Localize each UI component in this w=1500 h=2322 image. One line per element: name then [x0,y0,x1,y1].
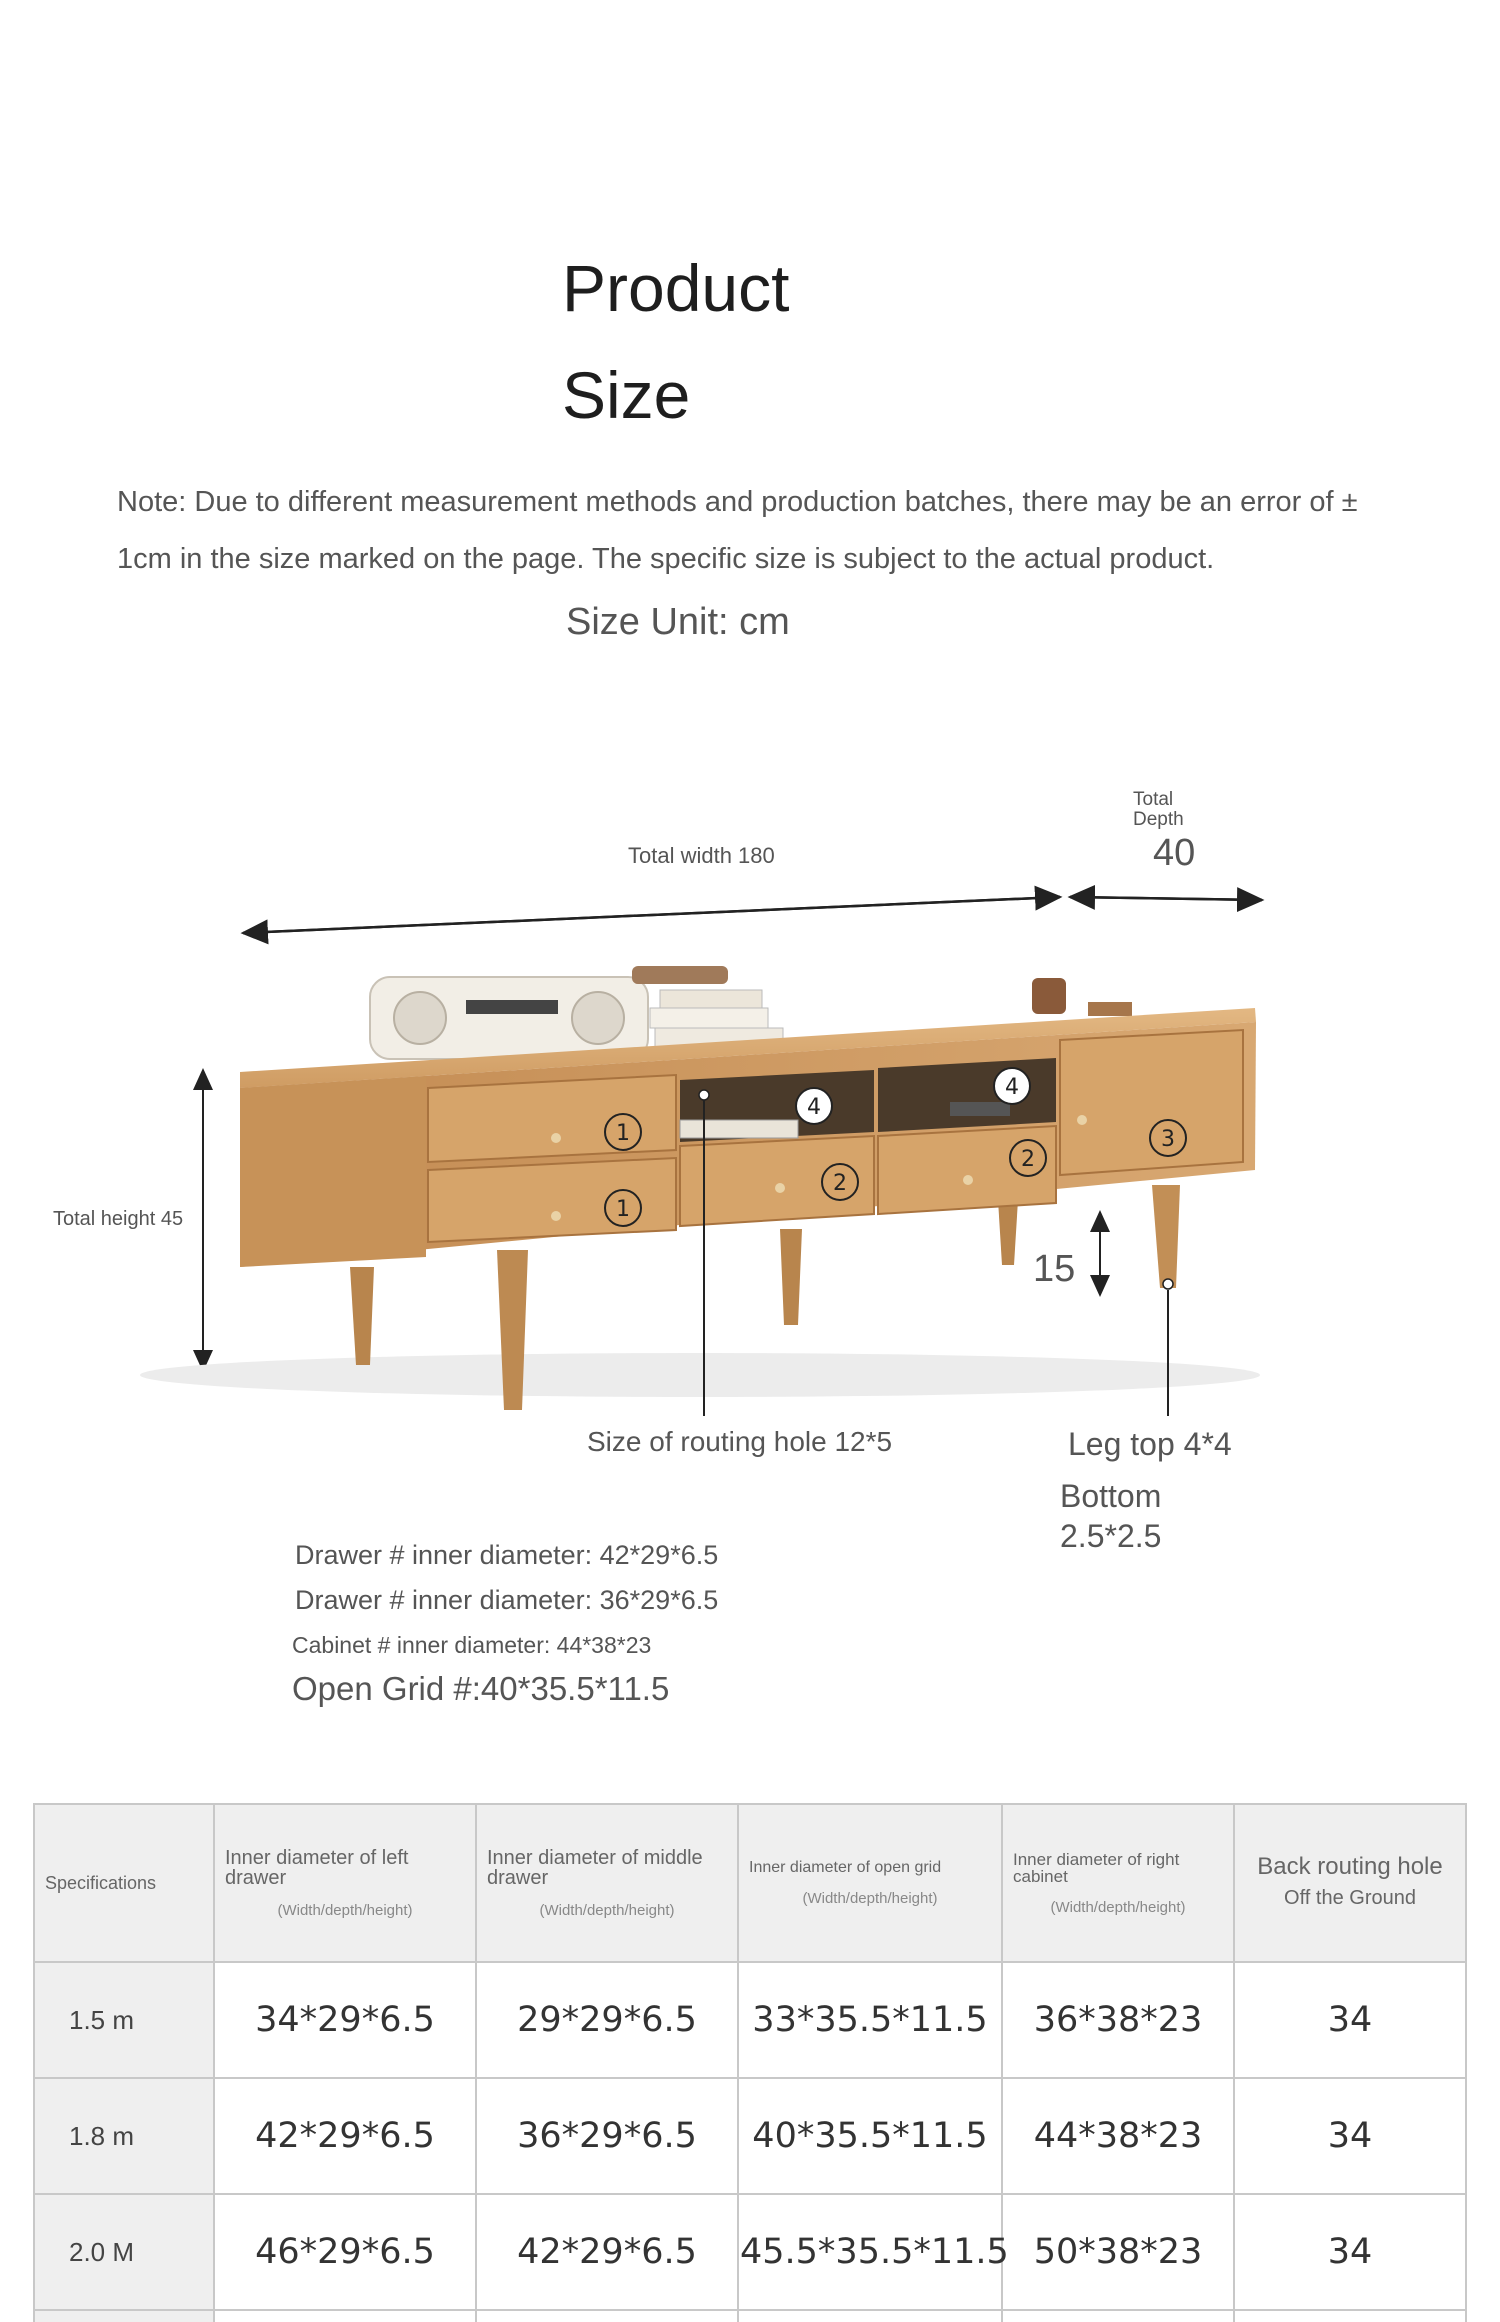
cell-routing-hole: 34 [1234,2194,1466,2310]
total-depth-label: Total Depth [1133,789,1184,830]
leg-bottom-value: 2.5*2.5 [1060,1518,1162,1554]
books-decor [632,966,783,1050]
row-spec: 1.8 m [34,2078,214,2194]
size-unit: Size Unit: cm [566,601,790,643]
header-middle-drawer: Inner diameter of middle drawer (Width/depth/height) [476,1804,738,1962]
cell-middle-drawer: 36*29*6.5 [476,2078,738,2194]
cell-open-grid: 45.5*35.5*11.5 [738,2194,1002,2310]
candle-decor [1032,978,1066,1014]
cabinet-spec: Cabinet # inner diameter: 44*38*23 [292,1632,652,1658]
row-spec: 2.0 M [34,2194,214,2310]
page-title-line-1: Product [562,251,790,325]
cell-right-cabinet: 50*38*23 [1002,2194,1234,2310]
cell-left-drawer: 46*29*6.5 [214,2194,476,2310]
open-grid-right [878,1058,1056,1132]
open-grid-spec: Open Grid #:40*35.5*11.5 [292,1670,670,1707]
header-back-routing-hole: Back routing hole Off the Ground [1234,1804,1466,1962]
cell-routing-hole: 34 [1234,2078,1466,2194]
drawer-spec-1: Drawer # inner diameter: 42*29*6.5 [295,1540,719,1570]
table-row [34,2078,1466,2194]
tray-decor [1088,1002,1132,1016]
cell-right-cabinet: 44*38*23 [1002,2078,1234,2194]
table-row [34,2194,1466,2310]
marker-1-top: 1 [616,1121,630,1146]
routing-hole-label: Size of routing hole 12*5 [587,1426,893,1457]
marker-2-right: 2 [1021,1147,1035,1172]
cabinet-leg [350,1267,374,1365]
table-row [34,1962,1466,2078]
cell-left-drawer: 34*29*6.5 [214,1962,476,2078]
header-open-grid: Inner diameter of open grid (Width/depth/height) [738,1804,1002,1962]
header-specifications: Specifications [34,1804,214,1962]
page-title-line-2: Size [562,358,691,432]
spec-table [33,1803,1467,2322]
tv-cabinet-diagram [0,770,1500,1770]
cell-left-drawer: 42*29*6.5 [214,2078,476,2194]
right-cabinet-door [1060,1030,1243,1175]
radio-decor [370,977,648,1059]
cabinet-leg [780,1229,802,1325]
leg-height-label: 15 [1033,1248,1076,1290]
cell-middle-drawer: 42*29*6.5 [476,2194,738,2310]
row-spec: 1.5 m [34,1962,214,2078]
cell-open-grid: 40*35.5*11.5 [738,2078,1002,2194]
table-header-row [34,1804,1466,1962]
total-height-label: Total height 45 [53,1208,184,1230]
left-drawer-top [428,1075,676,1162]
cell-open-grid: 33*35.5*11.5 [738,1962,1002,2078]
leg-bottom-label: Bottom [1060,1478,1162,1514]
cell-right-cabinet: 36*38*23 [1002,1962,1234,2078]
marker-4-right: 4 [1005,1075,1019,1100]
tv-cabinet-illustration [0,770,1500,1770]
total-width-label: Total width 180 [628,843,775,868]
header-right-cabinet: Inner diameter of right cabinet (Width/depth/height) [1002,1804,1234,1962]
total-depth-value: 40 [1153,832,1196,874]
marker-1-bottom: 1 [616,1197,630,1222]
table-row-cut-off [34,2310,1466,2322]
marker-3: 3 [1161,1127,1175,1152]
cell-routing-hole: 34 [1234,1962,1466,2078]
marker-2-left: 2 [833,1171,847,1196]
drawer-spec-2: Drawer # inner diameter: 36*29*6.5 [295,1585,719,1615]
measurement-note: Note: Due to different measurement methods and production batches, there may be an error of ± 1cm in the size marked on the page. The specific size is subject to the actual product. [117,486,1358,575]
leg-top-label: Leg top 4*4 [1068,1426,1232,1462]
cell-middle-drawer: 29*29*6.5 [476,1962,738,2078]
marker-4-left: 4 [807,1095,821,1120]
cabinet-leg [1152,1185,1180,1288]
header-left-drawer: Inner diameter of left drawer (Width/depth/height) [214,1804,476,1962]
cabinet-leg [998,1200,1018,1265]
